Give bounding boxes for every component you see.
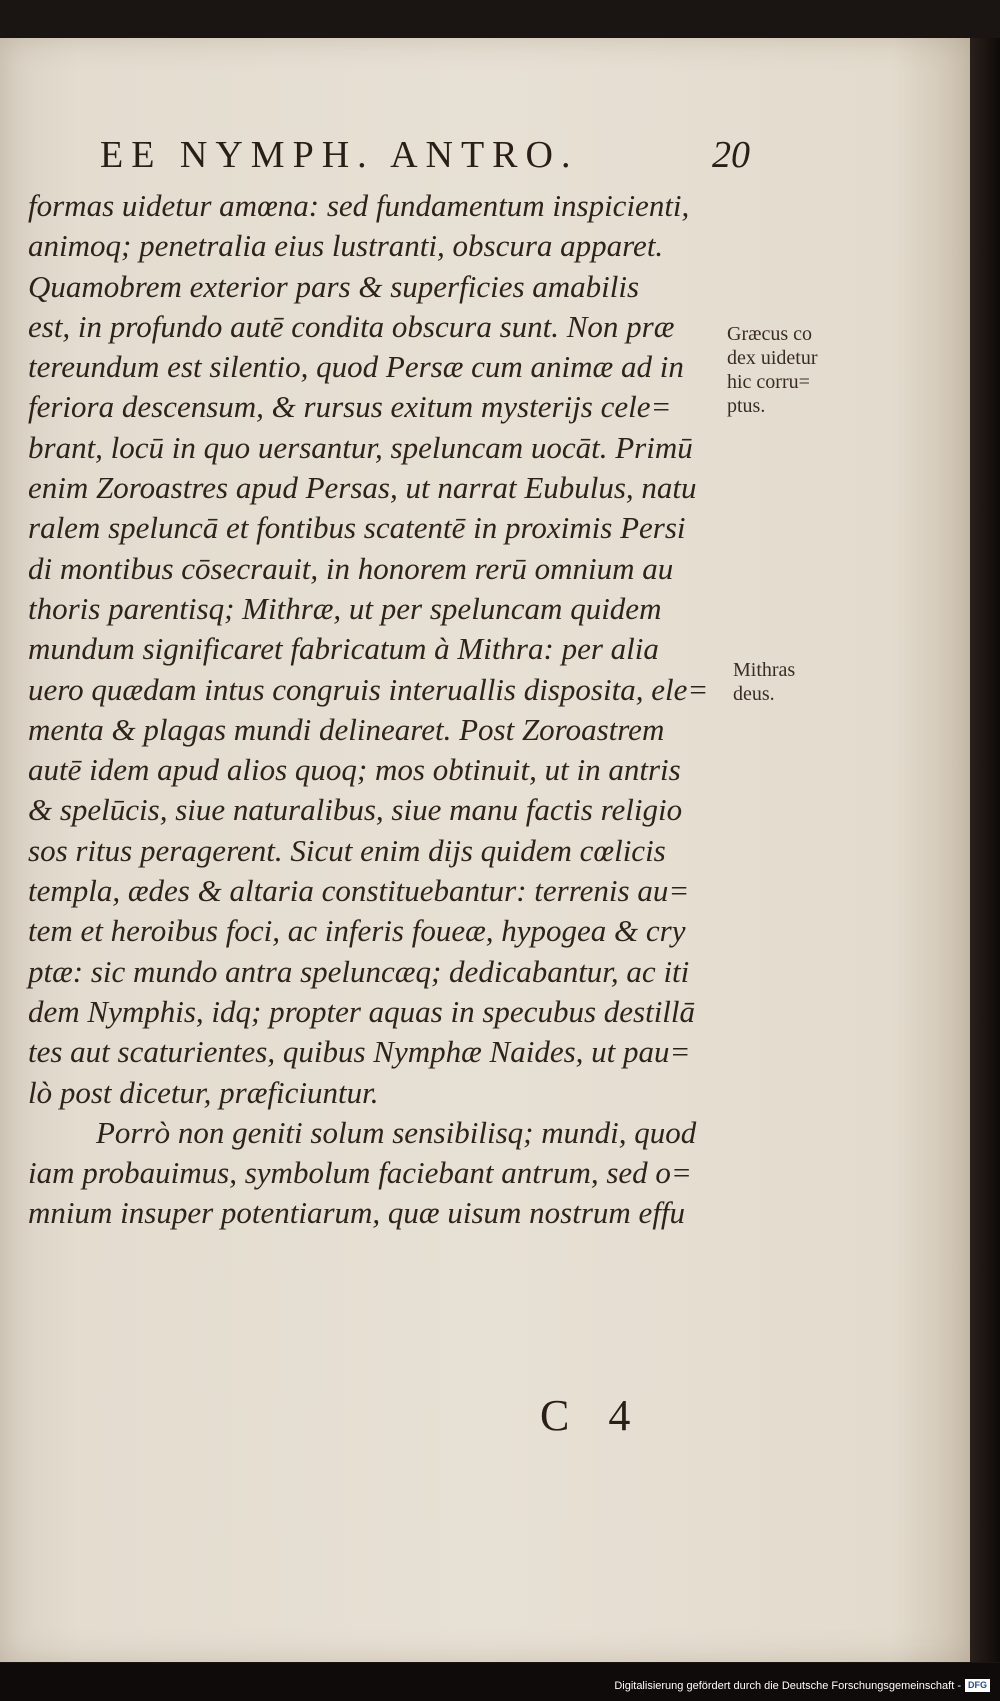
text-line: sos ritus peragerent. Sicut enim dijs quidem cœlicis <box>28 832 666 868</box>
text-line: menta & plagas mundi delinearet. Post Zoroastrem <box>28 711 665 747</box>
text-line: est, in profundo autē condita obscura sunt. Non præ <box>28 308 675 344</box>
text-line: uero quædam intus congruis interuallis disposita, ele= <box>28 671 709 707</box>
text-line: templa, ædes & altaria constituebantur: terrenis au= <box>28 873 690 909</box>
text-line: mnium insuper potentiarum, quæ uisum nostrum effu <box>28 1195 686 1231</box>
text-line: enim Zoroastres apud Persas, ut narrat Eubulus, natu <box>28 470 697 506</box>
marginal-note-line: deus. <box>733 683 775 705</box>
text-line: Porrò non geniti solum sensibilisq; mundi, quod <box>96 1114 697 1150</box>
credit-text: Digitalisierung gefördert durch die Deutsche Forschungsgemeinschaft - <box>614 1679 961 1692</box>
marginal-note-codex <box>727 322 818 418</box>
running-title: EE NYMPH. ANTRO. <box>100 134 579 176</box>
text-line: tem et heroibus foci, ac inferis foueæ, hypogea & cry <box>28 913 686 949</box>
text-line: autē idem apud alios quoq; mos obtinuit, ut in antris <box>28 752 681 788</box>
text-line: Quamobrem exterior pars & superficies amabilis <box>28 268 640 304</box>
page-edge <box>970 38 1000 1662</box>
marginal-note-line: ptus. <box>727 395 766 417</box>
text-line: formas uidetur amœna: sed fundamentum inspicienti, <box>28 188 690 223</box>
text-line: mundum significaret fabricatum à Mithra: per alia <box>28 631 659 667</box>
text-line: tes aut scaturientes, quibus Nymphæ Naides, ut pau= <box>28 1034 691 1070</box>
text-line: ptæ: sic mundo antra speluncæq; dedicabantur, ac iti <box>28 953 690 989</box>
text-line: thoris parentisq; Mithræ, ut per speluncam quidem <box>28 590 662 626</box>
text-line: di montibus cōsecrauit, in honorem rerū omnium au <box>28 550 674 586</box>
text-line: & spelūcis, siue naturalibus, siue manu factis religio <box>28 792 683 828</box>
text-line: tereundum est silentio, quod Persæ cum animæ ad in <box>28 349 684 385</box>
text-line: dem Nymphis, idq; propter aquas in specubus destillā <box>28 993 696 1029</box>
text-line: ralem speluncā et fontibus scatentē in proximis Persi <box>28 510 686 546</box>
text-line: lò post dicetur, præficiuntur. <box>28 1074 379 1110</box>
marginal-note-line: Græcus co <box>727 323 812 345</box>
page-number: 20 <box>712 134 750 176</box>
marginal-note-line: dex uidetur <box>727 347 818 369</box>
body-text <box>28 186 738 1234</box>
marginal-note-mithras <box>733 658 795 706</box>
running-header <box>100 133 750 177</box>
signature-mark: C 4 <box>540 1391 645 1440</box>
marginal-note-line: Mithras <box>733 659 796 681</box>
dfg-logo: DFG <box>965 1679 990 1692</box>
marginal-note-line: hic corru= <box>727 371 810 393</box>
text-line: iam probauimus, symbolum faciebant antrum, sed o= <box>28 1155 692 1191</box>
digitization-credit <box>614 1679 990 1692</box>
text-line: brant, locū in quo uersantur, speluncam uocāt. Primū <box>28 429 693 465</box>
text-line: animoq; penetralia eius lustranti, obscura apparet. <box>28 228 664 264</box>
text-line: feriora descensum, & rursus exitum mysterijs cele= <box>28 389 672 425</box>
